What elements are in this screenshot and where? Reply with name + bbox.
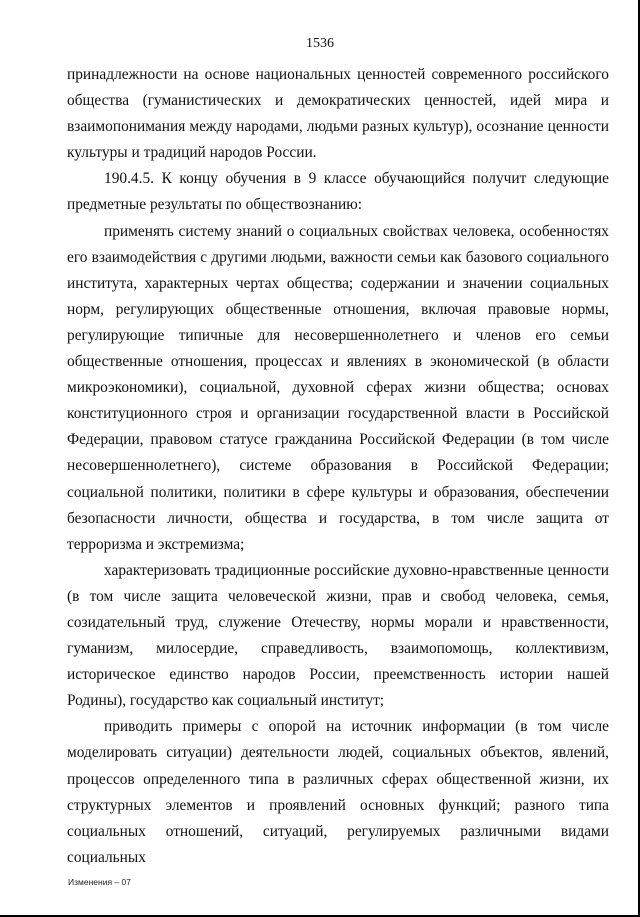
- paragraph-continuation: принадлежности на основе национальных ценностей современного российского общества (гуманистических и демократических ценностей, идей мира и взаимопонимания между народами, людьми разных культур), осознание ценности культуры и традиций народов России.: [67, 66, 609, 162]
- paragraph-characterize-values: характеризовать традиционные российские духовно-нравственные ценности (в том числе защита человеческой жизни, прав и свобод человека, семья, созидательный труд, служение Отечеству, нормы морали и нравственности, гуманизм, милосердие, справедливость, взаимопомощь, коллективизм, историческое единство народов России, преемственность истории нашей Родины), государство как социальный институт;: [67, 561, 609, 710]
- document-body: [67, 62, 609, 871]
- paragraph-give-examples: приводить примеры с опорой на источник информации (в том числе моделировать ситуации) деятельности людей, социальных объектов, явлений, процессов определенного типа в различных сферах общественной жизни, их структурных элементов и проявлений основных функций; разного типа социальных отношений, ситуаций, регулируемых различными видами социальных: [67, 718, 609, 866]
- paragraph-section-heading: 190.4.5. К концу обучения в 9 классе обучающийся получит следующие предметные результаты по обществознанию:: [67, 170, 609, 214]
- page-number: 1536: [306, 36, 334, 51]
- footer-amendment-note: Изменения – 07: [68, 877, 131, 887]
- paragraph-apply-knowledge: применять систему знаний о социальных свойствах человека, особенностях его взаимодействия с другими людьми, важности семьи как базового социального института, характерных чертах общества; содержании и значении социальных норм, регулирующих общественные отношения, включая правовые нормы, регулирующие типичные для несовершеннолетнего и членов его семьи общественные отношения, процессах и явлениях в экономической (в области микроэкономики), социальной, духовной сферах жизни общества; основах конституционного строя и организации государственной власти в Российской Федерации, правовом статусе гражданина Российской Федерации (в том числе несовершеннолетнего), системе образования в Российской Федерации; социальной политики, политики в сфере культуры и образования, обеспечении безопасности личности, общества и государства, в том числе защита от терроризма и экстремизма;: [67, 222, 609, 553]
